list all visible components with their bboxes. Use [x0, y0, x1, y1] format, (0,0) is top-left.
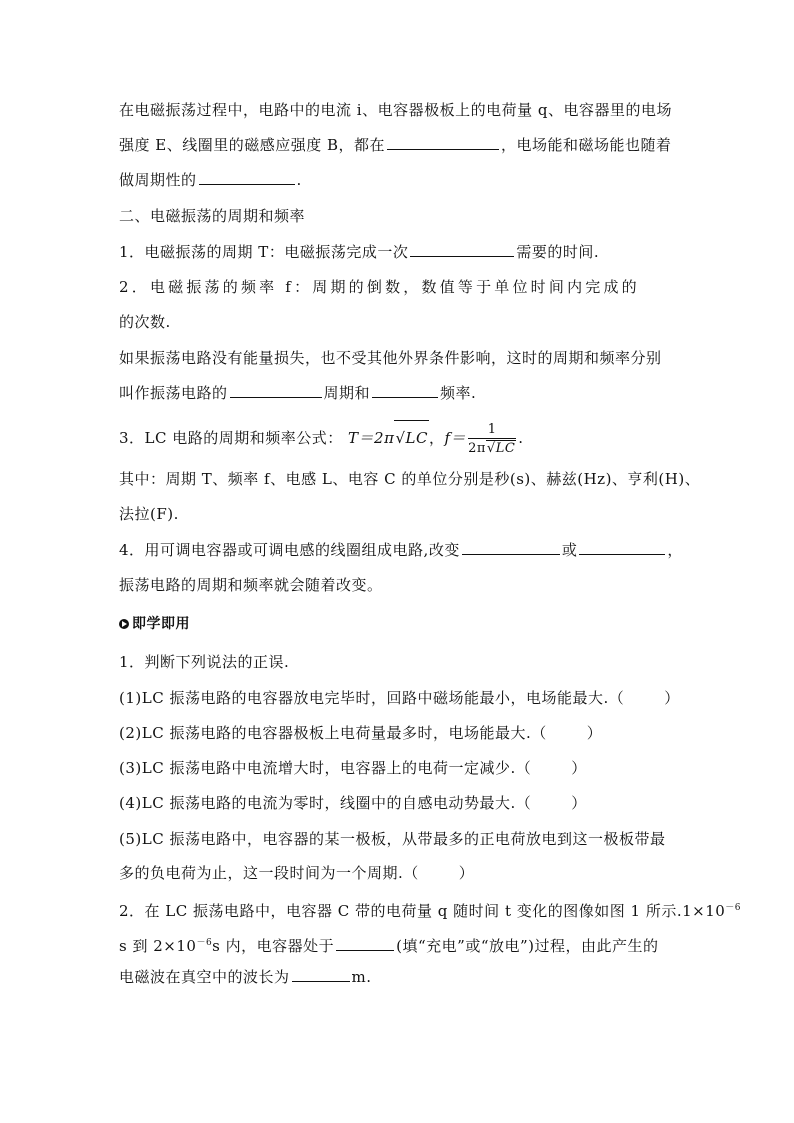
fill-blank[interactable]: [230, 383, 322, 398]
para1-line2: 强度 E、线圈里的磁感应强度 B，都在 ，电场能和磁场能也随着: [119, 136, 672, 154]
q1-statement-4: (4)LC 振荡电路的电流为零时，线圈中的自感电动势最大.（ ）: [119, 794, 587, 812]
fill-blank[interactable]: [292, 967, 350, 982]
q1-stem: 1．判断下列说法的正误.: [119, 653, 290, 671]
apply-section-heading: 即学即用: [119, 613, 190, 634]
item3-formula-line: 3．LC 电路的周期和频率公式： T＝2π√LC，f＝ $\frac{1}{2\pi√LC}$ .: [119, 421, 524, 456]
fill-blank[interactable]: [410, 242, 514, 257]
item1: 1．电磁振荡的周期 T：电磁振荡完成一次 需要的时间.: [119, 243, 600, 261]
section-title-period-frequency: 二、电磁振荡的周期和频率: [119, 207, 306, 225]
q1-statement-1: (1)LC 振荡电路的电容器放电完毕时，回路中磁场能最小，电场能最大.（ ）: [119, 689, 680, 707]
fill-blank[interactable]: [336, 936, 394, 951]
fill-blank[interactable]: [462, 540, 560, 555]
q2-line3: 电磁波在真空中的波长为 m.: [119, 968, 372, 986]
q1-statement-3: (3)LC 振荡电路中电流增大时，电容器上的电荷一定减少.（ ）: [119, 759, 587, 777]
fill-blank[interactable]: [372, 383, 438, 398]
fill-blank[interactable]: [579, 540, 665, 555]
item2-line1: 2．电磁振荡的频率 f：周期的倒数，数值等于单位时间内完成的: [119, 278, 640, 296]
q2-line2: s 到 $2\times 10^{-6}s$ 内，电容器处于 (填“充电”或“放电”)过程，由此产生的: [119, 937, 659, 955]
item2-line2: 的次数.: [119, 313, 171, 331]
para2-line2: 叫作振荡电路的 周期和 频率.: [119, 384, 477, 402]
q1-statement-2: (2)LC 振荡电路的电容器极板上电荷量最多时，电场能最大.（ ）: [119, 724, 603, 742]
sqrt-lc: √LC: [394, 420, 429, 455]
para2-line1: 如果振荡电路没有能量损失，也不受其他外界条件影响，这时的周期和频率分别: [119, 349, 662, 367]
units-line1: 其中：周期 T、频率 f、电感 L、电容 C 的单位分别是秒(s)、赫兹(Hz)、亨利(H)、: [119, 470, 701, 488]
play-circle-icon: [119, 619, 129, 629]
frequency-fraction: $\frac{1}{2\pi√LC}$: [468, 421, 516, 456]
item4-line2: 振荡电路的周期和频率就会随着改变。: [119, 576, 383, 594]
item4-line1: 4．用可调电容器或可调电感的线圈组成电路,改变 或 ，: [119, 541, 683, 559]
units-line2: 法拉(F).: [119, 505, 179, 523]
fill-blank[interactable]: [387, 135, 499, 150]
q2-line1: 2．在 LC 振荡电路中，电容器 C 带的电荷量 q 随时间 t 变化的图像如图 1 所示$.1\times 10^{-6}$: [119, 902, 742, 920]
fill-blank[interactable]: [199, 170, 295, 185]
para1-line1: 在电磁振荡过程中，电路中的电流 i、电容器极板上的电荷量 q、电容器里的电场: [119, 101, 672, 119]
para1-line3: 做周期性的 .: [119, 171, 302, 189]
q1-statement-5-line1: (5)LC 振荡电路中，电容器的某一极板，从带最多的正电荷放电到这一极板带最: [119, 830, 666, 848]
q1-statement-5-line2: 多的负电荷为止，这一段时间为一个周期.（ ）: [119, 864, 475, 882]
